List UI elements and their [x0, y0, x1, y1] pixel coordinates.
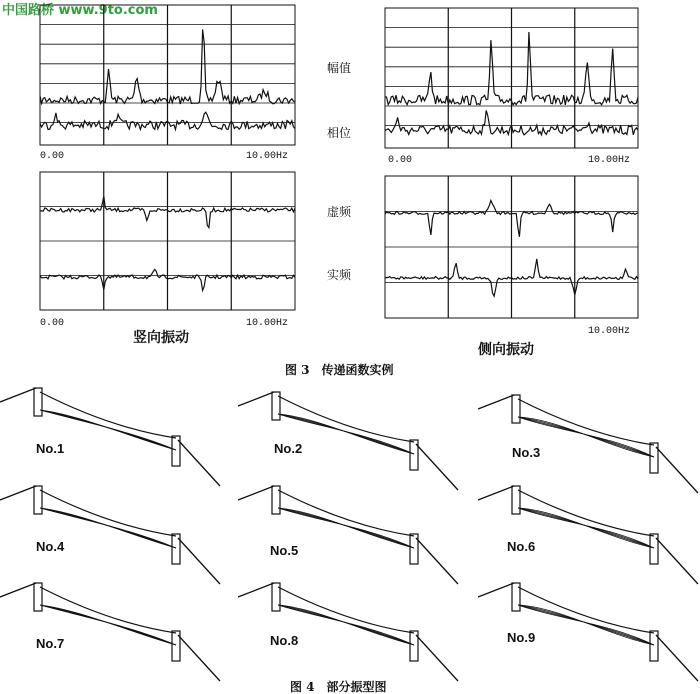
tick-lateral-bottom-end: 10.00Hz — [588, 326, 631, 337]
right-backstay — [656, 635, 698, 681]
mode-shape-1 — [0, 388, 220, 486]
deck-line-3 — [518, 605, 654, 645]
figure4-caption: 图 4 部分振型图 — [290, 680, 387, 694]
mode-label-4: No.4 — [36, 539, 65, 554]
mode-label-5: No.5 — [270, 543, 299, 558]
left-backstay — [238, 583, 274, 597]
right-backstay — [178, 538, 220, 584]
left-backstay — [238, 486, 274, 500]
title-vertical-vibration: 竖向振动 — [133, 330, 189, 346]
grid-lateral-imag-real — [385, 176, 638, 318]
tick-vertical-top-end: 10.00Hz — [246, 151, 289, 162]
mode-shape-grid — [0, 388, 698, 681]
tick-vertical-bottom-start: 0.00 — [40, 318, 65, 329]
panel-vertical-imag-real — [40, 172, 295, 310]
row-label-amplitude: 幅值 — [327, 61, 352, 75]
mode-label-9: No.9 — [507, 630, 536, 645]
right-backstay — [656, 538, 698, 584]
mode-shape-7 — [0, 583, 220, 681]
mode-label-8: No.8 — [270, 633, 299, 648]
left-backstay — [0, 583, 36, 597]
watermark: 中国路桥 www.9to.com — [2, 3, 158, 18]
mode-shape-3 — [478, 395, 698, 493]
right-backstay — [416, 538, 458, 584]
tick-lateral-top-end: 10.00Hz — [588, 155, 631, 166]
right-backstay — [416, 444, 458, 490]
left-backstay — [478, 486, 514, 500]
right-backstay — [656, 447, 698, 493]
panel-lateral-imag-real — [385, 176, 638, 318]
row-label-phase: 相位 — [327, 126, 352, 140]
panel-vertical-amp-phase — [40, 5, 295, 145]
tick-vertical-top-start: 0.00 — [40, 151, 65, 162]
left-backstay — [238, 392, 274, 406]
mode-label-3: No.3 — [512, 445, 541, 460]
mode-label-1: No.1 — [36, 441, 65, 456]
grid-vertical-imag-real — [40, 172, 295, 310]
title-lateral-vibration: 侧向振动 — [478, 342, 534, 358]
panel-lateral-amp-phase — [385, 8, 638, 148]
deck-line-3 — [518, 508, 654, 548]
right-backstay — [416, 635, 458, 681]
left-backstay — [478, 583, 514, 597]
right-backstay — [178, 440, 220, 486]
figure3-caption: 图 3 传递函数实例 — [285, 363, 394, 377]
mode-shape-5 — [238, 486, 458, 584]
mode-shape-8 — [238, 583, 458, 681]
mode-label-2: No.2 — [274, 441, 303, 456]
mode-shape-2 — [238, 392, 458, 490]
right-backstay — [178, 635, 220, 681]
tick-vertical-bottom-end: 10.00Hz — [246, 318, 289, 329]
row-label-real: 实频 — [327, 268, 352, 282]
left-backstay — [478, 395, 514, 409]
mode-shape-4 — [0, 486, 220, 584]
mode-label-6: No.6 — [507, 539, 536, 554]
row-label-imaginary: 虚频 — [327, 205, 352, 219]
left-backstay — [0, 486, 36, 500]
mode-label-7: No.7 — [36, 636, 65, 651]
left-backstay — [0, 388, 36, 402]
tick-lateral-top-start: 0.00 — [388, 155, 413, 166]
mode-shape-6 — [478, 486, 698, 584]
